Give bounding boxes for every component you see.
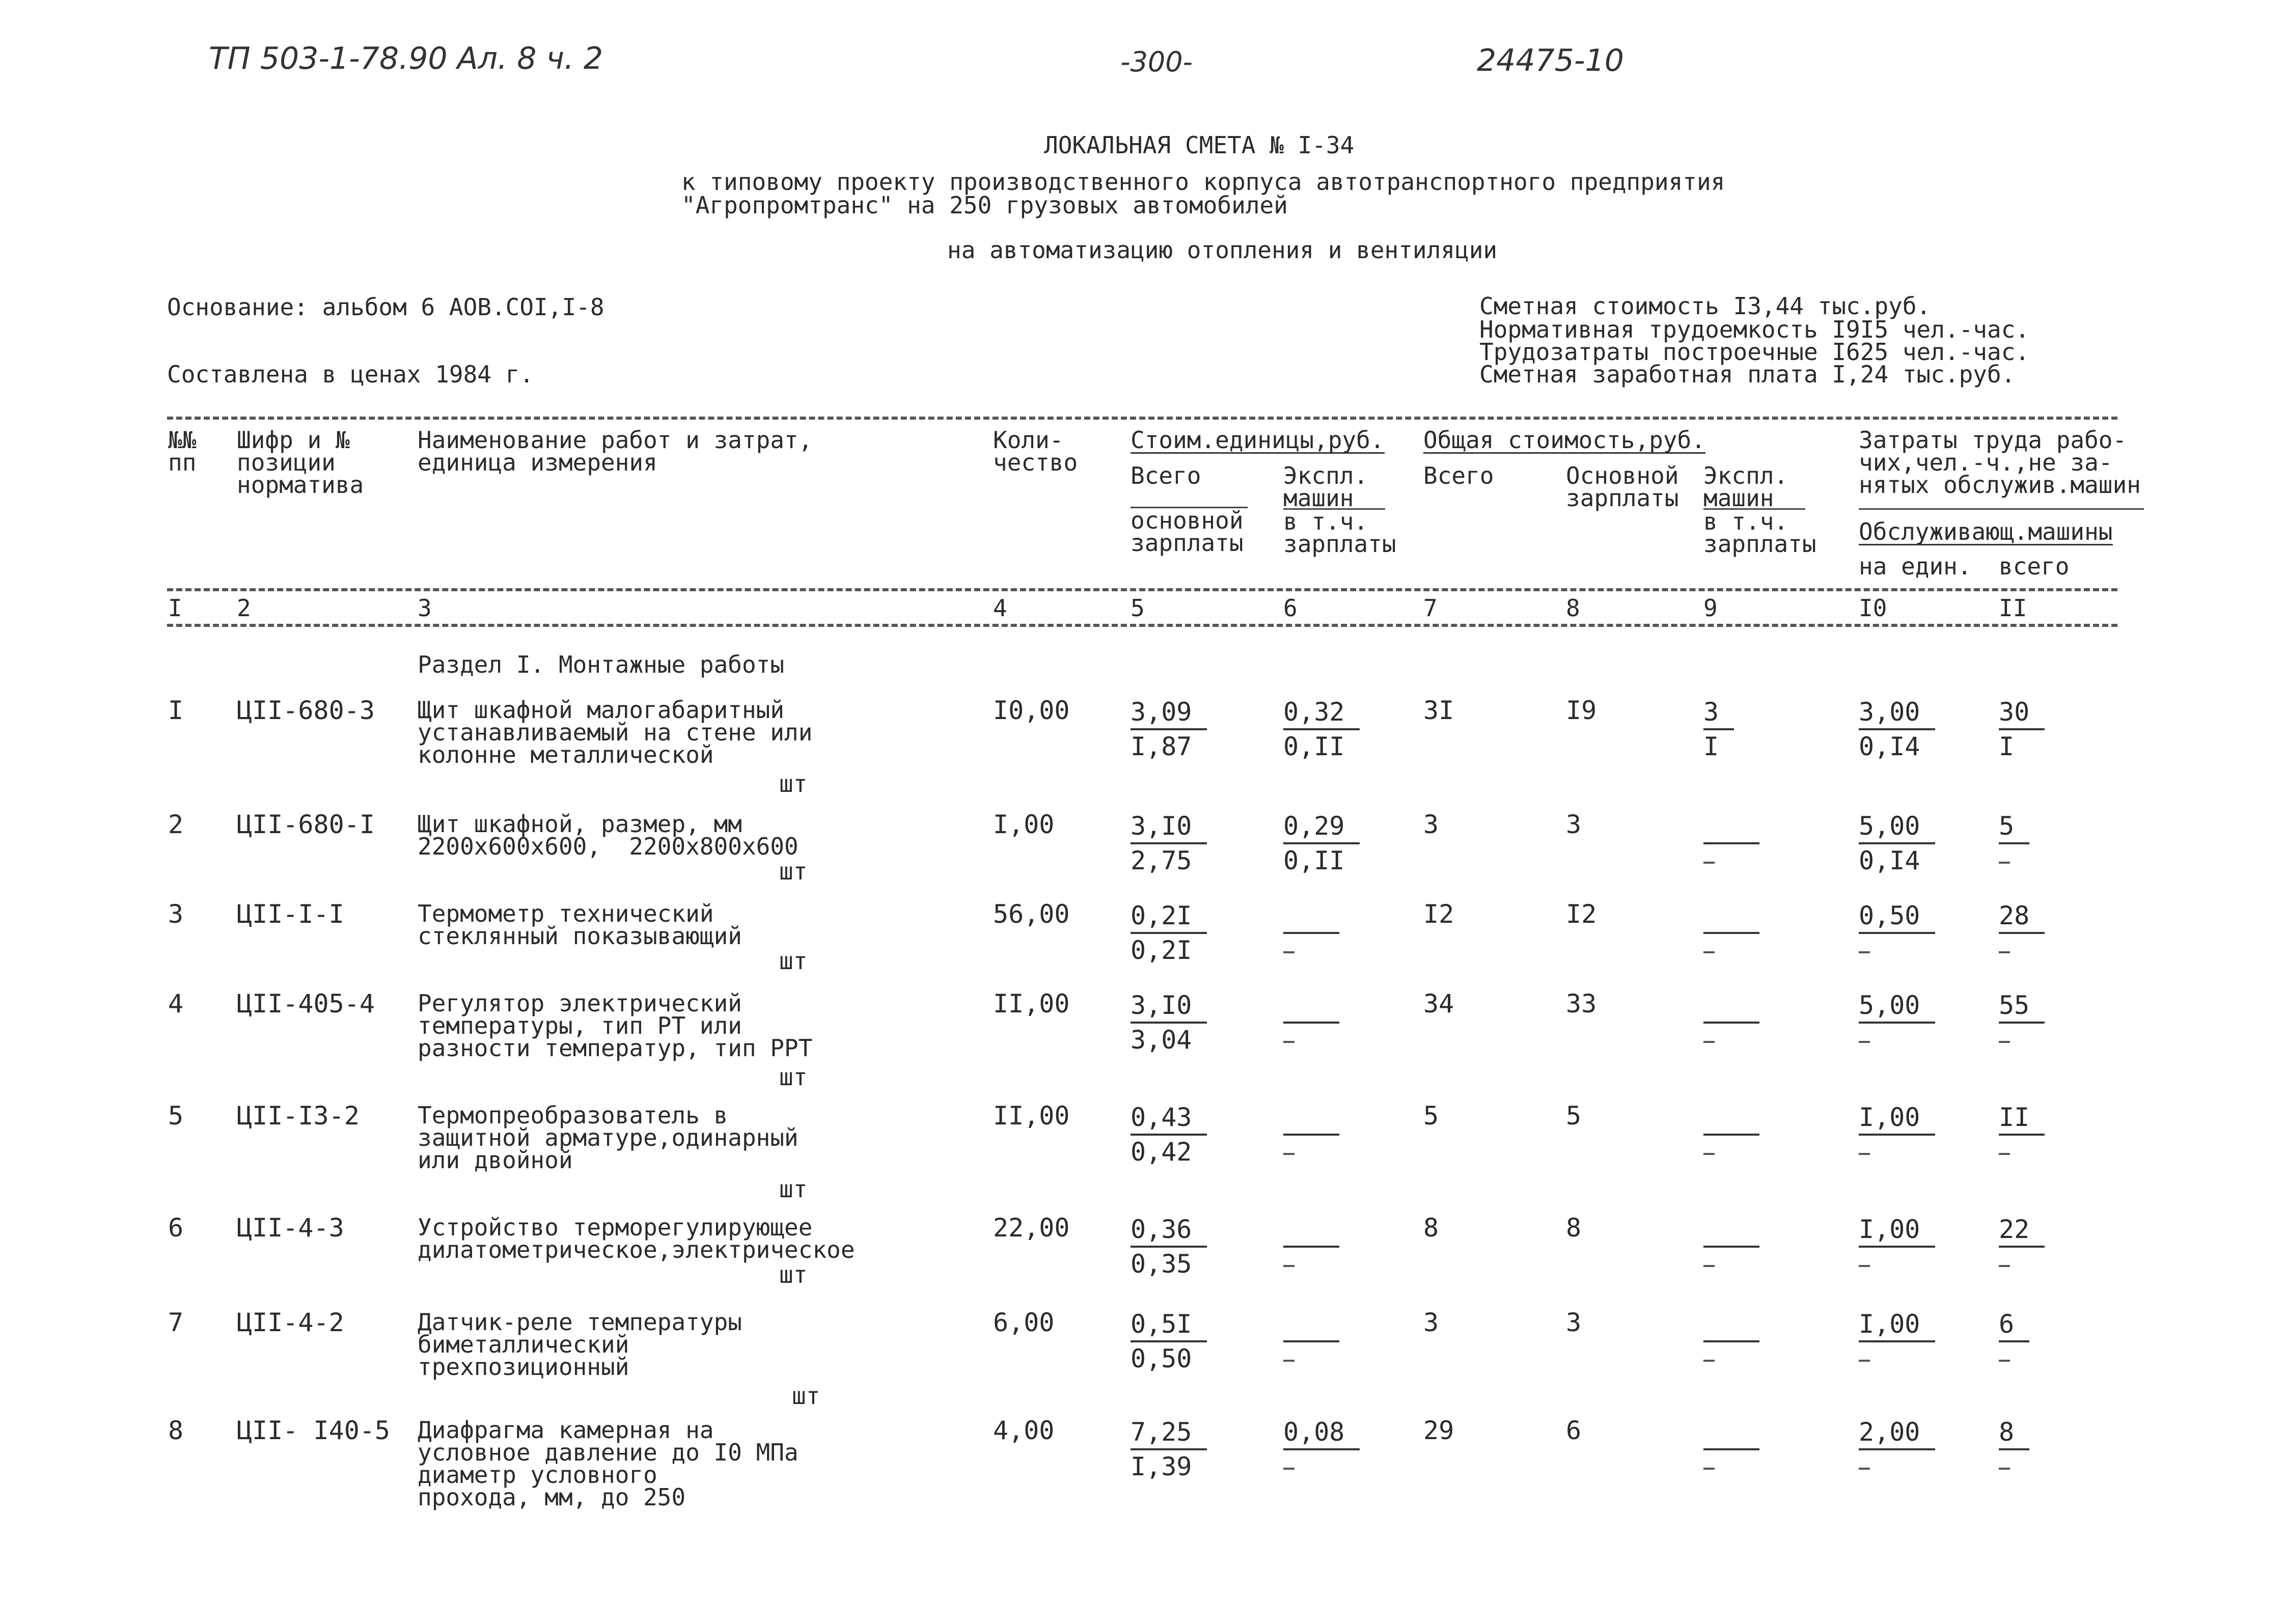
col-number-2: 2 (237, 594, 251, 622)
row-labor-total-bottom: I (1999, 732, 2015, 761)
row-name: Термопреобразователь в защитной арматуре,одинарный или двойной (418, 1102, 798, 1174)
row-labor-unit (1859, 899, 1935, 967)
row-unit-cost-top: 7,25 (1131, 1416, 1207, 1450)
row-qty: II,00 (993, 989, 1070, 1019)
row-unit-machines-top (1283, 899, 1339, 934)
row-unit-machines-top: 0,08 (1283, 1416, 1360, 1450)
col-labor-divider (1859, 508, 2144, 510)
row-total-machines-bottom (1703, 1248, 1759, 1280)
row-labor-total (1999, 989, 2045, 1056)
row-labor-total (1999, 696, 2045, 763)
row-unit-machines-top: 0,29 (1283, 810, 1360, 844)
row-qty: 22,00 (993, 1213, 1070, 1243)
row-name: Диафрагма камерная на условное давление до I0 МПа диаметр условного прохода, мм, до 250 (418, 1416, 798, 1511)
row-total-machines-bottom (1703, 1342, 1759, 1375)
row-labor-total (1999, 810, 2029, 877)
row-qty: 4,00 (993, 1416, 1055, 1445)
estimated-cost: Сметная стоимость I3,44 тыс.руб. (1479, 292, 1931, 320)
row-labor-unit-top: 5,00 (1859, 989, 1935, 1024)
row-total: 3 (1423, 1308, 1439, 1337)
col-number-8: 8 (1566, 594, 1580, 622)
row-name: Щит шкафной малогабаритный устанавливаемый на стене или колонне металлической (418, 696, 813, 768)
row-unit-machines-top: 0,32 (1283, 696, 1360, 730)
row-number: 6 (168, 1213, 184, 1243)
row-total-machines (1703, 1416, 1759, 1483)
row-total-salary: 5 (1566, 1101, 1582, 1131)
row-total-machines (1703, 989, 1759, 1056)
row-unit-cost-top: 3,I0 (1131, 810, 1207, 844)
row-unit-machines (1283, 810, 1360, 877)
row-total-machines (1703, 899, 1759, 967)
row-name: Щит шкафной, размер, мм 2200х600х600, 2200х800х600 (418, 810, 798, 860)
row-name: Устройство терморегулирующее дилатометрическое,электрическое (418, 1214, 855, 1263)
row-unit-cost (1131, 1213, 1207, 1280)
col-number-4: 4 (993, 594, 1007, 622)
row-code: ЦII-I3-2 (237, 1101, 360, 1131)
row-total-machines-top (1703, 1101, 1759, 1136)
col-header-total-machines: Экспл. машин (1703, 462, 1788, 512)
row-labor-total-top: 22 (1999, 1213, 2045, 1248)
row-unit-cost-top: 3,09 (1131, 696, 1207, 730)
row-total-machines-bottom (1703, 1024, 1759, 1056)
row-labor-total-bottom (1999, 1136, 2045, 1168)
col-group-labor: Затраты труда рабо- чих,чел.-ч.,не за- нятых обслужив.машин (1859, 426, 2141, 499)
row-labor-total-top: 55 (1999, 989, 2045, 1024)
row-total-machines-top (1703, 1416, 1759, 1450)
col-header-labor-total: всего (1999, 553, 2070, 580)
row-labor-total (1999, 1308, 2029, 1375)
header-middle-rule (167, 588, 2117, 591)
row-unit-machines (1283, 899, 1339, 967)
row-unit: шт (779, 947, 808, 975)
row-qty: I0,00 (993, 696, 1070, 725)
row-code: ЦII-I-I (237, 899, 344, 929)
header-bottom-rule (167, 624, 2117, 627)
row-code: ЦII-4-2 (237, 1308, 344, 1337)
row-total-machines-bottom (1703, 844, 1759, 877)
row-unit-cost (1131, 1308, 1207, 1375)
row-total-salary: 3 (1566, 810, 1582, 839)
row-number: 3 (168, 899, 184, 929)
row-labor-unit-bottom (1859, 1248, 1935, 1280)
row-labor-unit (1859, 1101, 1935, 1168)
col-number-7: 7 (1423, 594, 1438, 622)
row-labor-unit-bottom (1859, 1024, 1935, 1056)
row-unit-cost (1131, 810, 1207, 877)
row-unit-machines-bottom: 0,II (1283, 846, 1345, 875)
row-unit-cost-bottom: 0,50 (1131, 1344, 1192, 1373)
row-unit: шт (779, 1261, 808, 1288)
col-header-total: Всего (1423, 462, 1494, 489)
row-total-salary: 33 (1566, 989, 1597, 1019)
labor-build: Трудозатраты построечные I625 чел.-час. (1479, 338, 2030, 366)
row-total-salary: 3 (1566, 1308, 1582, 1337)
row-total-salary: I2 (1566, 899, 1597, 929)
document-code-right: 24475-10 (1477, 43, 1624, 78)
row-code: ЦII-680-I (237, 810, 375, 839)
row-code: ЦII-4-3 (237, 1213, 344, 1243)
row-total: I2 (1423, 899, 1454, 929)
row-total-machines-top (1703, 810, 1759, 844)
col-number-6: 6 (1283, 594, 1298, 622)
row-labor-unit-bottom (1859, 934, 1935, 967)
row-qty: 56,00 (993, 899, 1070, 929)
row-labor-unit-top: 5,00 (1859, 810, 1935, 844)
row-total-machines-top (1703, 899, 1759, 934)
page-number: -300- (1120, 46, 1193, 78)
row-total: 5 (1423, 1101, 1439, 1131)
col-number-10: I0 (1859, 594, 1887, 622)
row-labor-unit (1859, 1213, 1935, 1280)
row-labor-total-top: 28 (1999, 899, 2045, 934)
row-unit-machines-top (1283, 1213, 1339, 1248)
row-labor-total-top: 6 (1999, 1308, 2029, 1342)
row-number: 5 (168, 1101, 184, 1131)
row-labor-unit (1859, 810, 1935, 877)
row-unit-cost-bottom: I,39 (1131, 1452, 1192, 1481)
row-unit-cost (1131, 989, 1207, 1056)
row-total-machines-top (1703, 1213, 1759, 1248)
col-group-total-cost: Общая стоимость,руб. (1423, 426, 1705, 454)
row-labor-unit-bottom (1859, 1136, 1935, 1168)
row-unit-cost-bottom: 0,2I (1131, 935, 1192, 965)
row-unit-machines (1283, 1101, 1339, 1168)
section-heading: Раздел I. Монтажные работы (418, 651, 785, 678)
row-unit-cost-bottom: 3,04 (1131, 1025, 1192, 1055)
row-labor-unit (1859, 1416, 1935, 1483)
row-unit-machines-bottom (1283, 934, 1339, 967)
row-name: Регулятор электрический температуры, тип РТ или разности температур, тип РРТ (418, 989, 813, 1062)
row-unit-cost-bottom: I,87 (1131, 732, 1192, 761)
row-unit: шт (779, 1175, 808, 1203)
row-total-machines-bottom (1703, 934, 1759, 967)
row-unit-machines-bottom (1283, 1342, 1339, 1375)
row-labor-total-top: 30 (1999, 696, 2045, 730)
row-labor-unit-top: 0,50 (1859, 899, 1935, 934)
row-unit-machines (1283, 1213, 1339, 1280)
row-unit: шт (779, 858, 808, 885)
row-number: 8 (168, 1416, 184, 1445)
prices-line: Составлена в ценах 1984 г. (167, 361, 534, 388)
row-unit-machines (1283, 696, 1360, 763)
row-total-machines (1703, 1101, 1759, 1168)
row-number: I (168, 696, 184, 725)
row-unit-machines (1283, 1416, 1360, 1483)
row-name: Термометр технический стеклянный показывающий (418, 900, 742, 950)
row-unit-cost-bottom: 2,75 (1131, 846, 1192, 875)
basis-line: Основание: альбом 6 АОВ.СОI,I-8 (167, 293, 604, 321)
col-header-qty: Коли- чество (993, 426, 1078, 476)
row-unit-machines-top (1283, 1308, 1339, 1342)
col-header-code: Шифр и № позиции норматива (237, 426, 364, 499)
row-unit-cost-top: 0,36 (1131, 1213, 1207, 1248)
col-number-3: 3 (418, 594, 432, 622)
row-labor-total (1999, 899, 2045, 967)
col-number-1: I (168, 594, 182, 622)
row-labor-total-bottom (1999, 844, 2029, 877)
col-group-unit-cost: Стоим.единицы,руб. (1131, 426, 1385, 454)
estimated-salary: Сметная заработная плата I,24 тыс.руб. (1479, 361, 2016, 388)
row-total-machines (1703, 696, 1734, 763)
row-labor-unit-bottom: 0,I4 (1859, 846, 1920, 875)
row-total: 29 (1423, 1416, 1454, 1445)
row-labor-total-bottom (1999, 934, 2045, 967)
row-labor-total-bottom (1999, 1342, 2029, 1375)
row-total-machines-bottom: I (1703, 732, 1719, 761)
col-header-total-salary: Основной зарплаты (1566, 462, 1679, 512)
row-total-machines-bottom (1703, 1450, 1759, 1483)
row-labor-total (1999, 1416, 2029, 1483)
row-total-machines (1703, 1213, 1759, 1280)
row-unit: шт (779, 770, 808, 797)
col-header-unit-machines: Экспл. машин (1283, 462, 1368, 512)
row-total-salary: 6 (1566, 1416, 1582, 1445)
row-labor-total-top: II (1999, 1101, 2045, 1136)
row-code: ЦII-405-4 (237, 989, 375, 1019)
row-labor-total-bottom (1999, 1024, 2045, 1056)
row-name: Датчик-реле температуры биметаллический трехпозиционный (418, 1308, 742, 1381)
row-total-machines-top (1703, 1308, 1759, 1342)
row-total-salary: 8 (1566, 1213, 1582, 1243)
col-header-unit-salary: основной зарплаты (1131, 507, 1244, 557)
row-qty: I,00 (993, 810, 1055, 839)
row-number: 4 (168, 989, 184, 1019)
row-unit-machines-bottom (1283, 1450, 1360, 1483)
row-labor-total-bottom (1999, 1248, 2045, 1280)
row-code: ЦII-680-3 (237, 696, 375, 725)
col-header-total-machine-salary: в т.ч. зарплаты (1703, 508, 1816, 558)
row-labor-total (1999, 1213, 2045, 1280)
col-number-9: 9 (1703, 594, 1718, 622)
header-top-rule (167, 417, 2117, 420)
row-total-machines-top: 3 (1703, 696, 1734, 730)
labor-norm: Нормативная трудоемкость I9I5 чел.-час. (1479, 316, 2030, 343)
row-unit: шт (792, 1382, 820, 1410)
row-labor-total (1999, 1101, 2045, 1168)
row-total: 34 (1423, 989, 1454, 1019)
col-number-11: II (1999, 594, 2027, 622)
col-header-unit-machine-salary: в т.ч. зарплаты (1283, 508, 1396, 558)
col-number-5: 5 (1131, 594, 1145, 622)
row-labor-unit (1859, 989, 1935, 1056)
row-unit-machines-top (1283, 989, 1339, 1024)
row-total: 3I (1423, 696, 1454, 725)
row-unit-machines-bottom: 0,II (1283, 732, 1345, 761)
row-labor-unit (1859, 1308, 1935, 1375)
row-unit-cost-top: 0,43 (1131, 1101, 1207, 1136)
row-labor-unit-bottom (1859, 1342, 1935, 1375)
title-client-line: "Агропромтранс" на 250 грузовых автомобилей (681, 191, 1288, 219)
row-unit-machines-bottom (1283, 1024, 1339, 1056)
row-unit-cost-top: 0,2I (1131, 899, 1207, 934)
row-labor-unit-bottom (1859, 1450, 1935, 1483)
row-unit-machines-bottom (1283, 1248, 1339, 1280)
row-unit-machines-bottom (1283, 1136, 1339, 1168)
row-total-machines (1703, 1308, 1759, 1375)
row-labor-total-top: 5 (1999, 810, 2029, 844)
row-labor-total-top: 8 (1999, 1416, 2029, 1450)
col-header-name: Наименование работ и затрат, единица измерения (418, 426, 813, 476)
row-unit-cost (1131, 696, 1207, 763)
row-unit-cost-bottom: 0,42 (1131, 1137, 1192, 1167)
row-total: 8 (1423, 1213, 1439, 1243)
row-labor-unit (1859, 696, 1935, 763)
row-labor-unit-top: I,00 (1859, 1101, 1935, 1136)
col-group-labor-machines: Обслуживающ.машины (1859, 518, 2113, 545)
title-scope-line: на автоматизацию отопления и вентиляции (947, 236, 1498, 264)
row-labor-total-bottom (1999, 1450, 2029, 1483)
row-unit-cost (1131, 1416, 1207, 1483)
row-labor-unit-top: 3,00 (1859, 696, 1935, 730)
row-labor-unit-bottom: 0,I4 (1859, 732, 1920, 761)
row-qty: II,00 (993, 1101, 1070, 1131)
row-code: ЦII- I40-5 (237, 1416, 391, 1445)
row-labor-unit-top: 2,00 (1859, 1416, 1935, 1450)
row-unit-cost-top: 3,I0 (1131, 989, 1207, 1024)
row-unit: шт (779, 1063, 808, 1091)
row-total-machines-top (1703, 989, 1759, 1024)
row-unit-cost (1131, 899, 1207, 967)
col-header-number: №№ пп (168, 426, 197, 476)
row-unit-cost (1131, 1101, 1207, 1168)
col-header-labor-unit: на един. (1859, 553, 1972, 580)
row-labor-unit-top: I,00 (1859, 1213, 1935, 1248)
row-unit-machines-top (1283, 1101, 1339, 1136)
row-total-machines (1703, 810, 1759, 877)
row-unit-machines (1283, 989, 1339, 1056)
row-unit-machines (1283, 1308, 1339, 1375)
title-project-line: к типовому проекту производственного корпуса автотранспортного предприятия (681, 168, 1725, 196)
row-unit-cost-bottom: 0,35 (1131, 1249, 1192, 1279)
document-code-left: ТП 503-1-78.90 Ал. 8 ч. 2 (209, 41, 603, 76)
row-total: 3 (1423, 810, 1439, 839)
row-number: 7 (168, 1308, 184, 1337)
row-unit-cost-top: 0,5I (1131, 1308, 1207, 1342)
row-labor-unit-top: I,00 (1859, 1308, 1935, 1342)
row-qty: 6,00 (993, 1308, 1055, 1337)
col-header-unit-total: Всего (1131, 462, 1201, 489)
row-total-salary: I9 (1566, 696, 1597, 725)
row-total-machines-bottom (1703, 1136, 1759, 1168)
row-number: 2 (168, 810, 184, 839)
estimate-title: ЛОКАЛЬНАЯ СМЕТА № I-34 (1044, 131, 1355, 159)
